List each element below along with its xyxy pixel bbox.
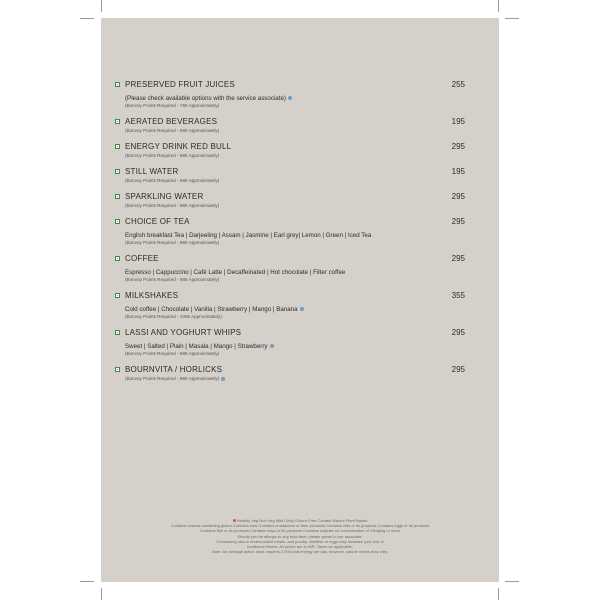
menu-page [101,18,499,582]
veg-mark-icon [115,82,120,87]
menu-item-description-text: Cold coffee | Chocolate | Vanilla | Strawberry | Mango | Banana [125,306,298,313]
menu-item-header [115,192,465,203]
bonvoy-points [125,203,465,209]
menu-item-header [115,291,465,302]
crop-mark [498,0,499,12]
menu-item-name: SPARKLING WATER [125,192,204,201]
menu-item [115,291,465,320]
menu-item [115,117,465,134]
menu-item-price: 295 [451,328,465,337]
bonvoy-points [125,351,465,357]
bonvoy-points [125,314,465,320]
menu-item-price: 295 [451,254,465,263]
veg-mark-icon [115,194,120,199]
bonvoy-points [125,128,465,134]
menu-item-name: ENERGY DRINK RED BULL [125,142,232,151]
menu-item-description-text: Sweet | Salted | Plain | Masala | Mango | Strawberry [125,343,268,350]
menu-item [115,328,465,357]
menu-item-header [115,142,465,153]
bonvoy-points-text: (Bonvoy Points Required - 765 Approximately) [125,103,220,108]
dietary-legend [107,518,493,554]
bonvoy-points [125,376,465,382]
veg-mark-icon [115,219,120,224]
menu-item-header [115,254,465,265]
crop-mark [505,581,519,582]
milk-icon [270,344,274,348]
info-icon [288,96,292,100]
veg-mark-icon [115,169,120,174]
menu-item-price: 295 [451,365,465,374]
bonvoy-points [125,277,465,283]
bonvoy-points-text: (Bonvoy Points Required - 585 Approximately) [125,128,220,133]
menu-item-header [115,167,465,178]
menu-item [115,254,465,283]
menu-item-description [125,343,425,351]
menu-item-name: CHOICE OF TEA [125,217,190,226]
menu-item-header [115,117,465,128]
bonvoy-points-text: (Bonvoy Points Required - 885 Approximately) [125,351,220,356]
allergy-note: Should you be allergic to any food item, please speak to our associate. [237,533,363,539]
bonvoy-points-text: (Bonvoy Points Required - 885 Approximately) [125,153,220,158]
menu-item-name: LASSI AND YOGHURT WHIPS [125,328,242,337]
milk-icon [221,377,225,381]
bonvoy-points [125,178,465,184]
bonvoy-points-text: (Bonvoy Points Required - 885 Approximately) [125,376,220,381]
bonvoy-points [125,153,465,159]
menu-item-name: AERATED BEVERAGES [125,117,218,126]
legend-line: Contains fish or its products Contains soya or its products Contains sulphite on concentration of 10mg/kg or more [199,528,401,534]
veg-mark-icon [115,119,120,124]
menu-item-description [125,306,425,314]
milk-icon [300,307,304,311]
crop-mark [498,588,499,600]
price-note: foodborne illness. All prices are in INR. Taxes as applicable. [247,544,353,550]
menu-item-description [125,269,425,277]
menu-item-price: 295 [451,192,465,201]
menu-item-name: STILL WATER [125,167,179,176]
crop-mark [101,588,102,600]
veg-mark-icon [115,144,120,149]
menu-item [115,80,465,109]
menu-item-header [115,328,465,339]
veg-mark-icon [115,367,120,372]
menu-item-price: 295 [451,142,465,151]
crop-mark [101,0,102,12]
veg-mark-icon [115,256,120,261]
menu-item-name: COFFEE [125,254,159,263]
menu-item [115,142,465,159]
bonvoy-points-text: (Bonvoy Points Required - 1065 Approximately) [125,314,222,319]
legend-line: Healthy Veg Non Veg Mild Chilly Gluten Free Contain Walnut Plant Based [107,518,493,523]
menu-item-description-text: Espresso | Cappuccino | Café Latte | Decaffeinated | Hot chocolate | Filter coffee [125,269,346,276]
calorie-note: Note: An average active adult requires 2,000 kcal energy per day, however, calorie needs may vary. [212,549,388,555]
menu-item [115,192,465,209]
beverage-menu-list [115,80,465,390]
menu-item-price: 355 [451,291,465,300]
menu-item [115,365,465,382]
raw-food-note: Consuming raw or undercooked meats, and poultry, shellfish or eggs may increase your risk of [216,538,384,544]
menu-item-description-text: English breakfast Tea | Darjeeling | Assam | Jasmine | Earl grey| Lemon | Green | Iced Tea [125,232,372,239]
crop-mark [80,581,94,582]
bonvoy-points-text: (Bonvoy Points Required - 585 Approximately) [125,178,220,183]
bonvoy-points-text: (Bonvoy Points Required - 885 Approximately) [125,203,220,208]
menu-item [115,217,465,246]
crop-mark [80,18,94,19]
veg-mark-icon [115,293,120,298]
menu-item-price: 255 [451,80,465,89]
menu-item-price: 195 [451,117,465,126]
bonvoy-points [125,240,465,246]
bonvoy-points-text: (Bonvoy Points Required - 885 Approximately) [125,240,220,245]
menu-item-header [115,217,465,228]
menu-item-description [125,232,425,240]
menu-item-price: 195 [451,167,465,176]
menu-item-name: MILKSHAKES [125,291,179,300]
bonvoy-points [125,103,465,109]
menu-item-description [125,95,425,103]
crop-mark [505,18,519,19]
legend-line: Contains cereals containing gluten Contains nuts Contains crustacean or their products Contains milk or its products Contains eggs or its products [170,523,430,529]
menu-item-header [115,80,465,91]
menu-item-name: BOURNVITA / HORLICKS [125,365,223,374]
veg-mark-icon [115,330,120,335]
menu-item-header [115,365,465,376]
menu-item-price: 295 [451,217,465,226]
bonvoy-points-text: (Bonvoy Points Required - 885 Approximately) [125,277,220,282]
menu-item-name: PRESERVED FRUIT JUICES [125,80,235,89]
menu-item [115,167,465,184]
menu-item-description-text: (Please check available options with the service associate) [125,95,286,102]
